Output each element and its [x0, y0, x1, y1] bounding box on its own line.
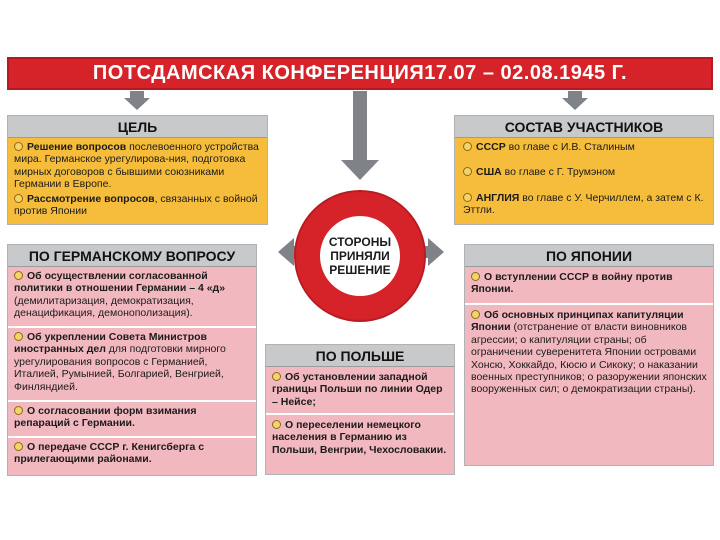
japan-box [464, 244, 714, 466]
arrow-left-icon [278, 238, 294, 266]
bullet-icon [471, 272, 480, 281]
germany-content [8, 267, 256, 475]
page-title: ПОТСДАМСКАЯ КОНФЕРЕНЦИЯ17.07 – 02.08.1945 Г. [7, 57, 713, 90]
goal-box [7, 115, 268, 225]
bullet-icon [14, 332, 23, 341]
bullet-icon [14, 194, 23, 203]
decision-circle [296, 192, 424, 320]
arrow-shaft-center [353, 91, 367, 161]
list-item: США во главе с Г. Трумэном [463, 166, 705, 178]
list-item: О переселении немецкого населения в Германию из Польши, Венгрии, Чехословакии. [266, 413, 454, 474]
germany-header: ПО ГЕРМАНСКОМУ ВОПРОСУ [8, 245, 256, 267]
participants-box [454, 115, 714, 225]
participants-header: СОСТАВ УЧАСТНИКОВ [455, 116, 713, 138]
goal-header: ЦЕЛЬ [8, 116, 267, 138]
poland-box [265, 344, 455, 475]
goal-content [8, 138, 267, 224]
list-item: О передаче СССР г. Кенигсберга с прилегающими районами. [8, 436, 256, 474]
list-item: Решение вопросов послевоенного устройства мира. Германское урегулирова-ния, подготовка мирных договоров с бывшими союзниками Германии в Европе. [14, 141, 259, 191]
bullet-icon [14, 142, 23, 151]
japan-content [465, 267, 713, 465]
japan-header: ПО ЯПОНИИ [465, 245, 713, 267]
list-item: Об укреплении Совета Министров иностранных дел для подготовки мирного урегулирования вопросов с Германией, Италией, Румынией, Болгарией, Венгрией, Финляндией. [8, 326, 256, 400]
poland-header: ПО ПОЛЬШЕ [266, 345, 454, 367]
list-item: Об установлении западной границы Польши по линии Одер – Нейсе; [272, 371, 443, 408]
bullet-icon [471, 310, 480, 319]
arrow-down-icon [562, 98, 588, 110]
poland-content [266, 367, 454, 474]
arrow-down-icon [341, 160, 379, 180]
list-item: СССР во главе с И.В. Сталиным [463, 141, 705, 153]
bullet-icon [14, 271, 23, 280]
list-item: Рассмотрение вопросов, связанных с войной против Японии [14, 192, 258, 218]
list-item: О согласовании форм взимания репараций с Германии. [8, 400, 256, 436]
bullet-icon [463, 193, 472, 202]
list-item: АНГЛИЯ во главе с У. Черчиллем, а затем с К. Эттли. [463, 191, 704, 217]
bullet-icon [14, 406, 23, 415]
list-item: Об основных принципах капитуляции Японии (отстранение от власти виновников агрессии; о капитуляции страны; об ограничении суверенитета Японии островами Хонсю, Хоккайдо, Кюсю и Сикоку; о наказании военных преступников; о разоружении японских вооруженных сил; о демократизации страны). [465, 303, 713, 465]
arrow-right-icon [428, 238, 444, 266]
list-item: О вступлении СССР в войну против Японии. [471, 271, 673, 296]
bullet-icon [272, 420, 281, 429]
arrow-down-icon [124, 98, 150, 110]
list-item: Об осуществлении согласованной политики в отношении Германии – 4 «д» (демилитаризация, демократизация, денацификация, демонополизация). [14, 270, 226, 320]
germany-box [7, 244, 257, 476]
bullet-icon [14, 442, 23, 451]
bullet-icon [272, 372, 281, 381]
bullet-icon [463, 142, 472, 151]
bullet-icon [463, 167, 472, 176]
participants-content [455, 138, 713, 224]
decision-label: СТОРОНЫ ПРИНЯЛИ РЕШЕНИЕ [320, 216, 400, 296]
